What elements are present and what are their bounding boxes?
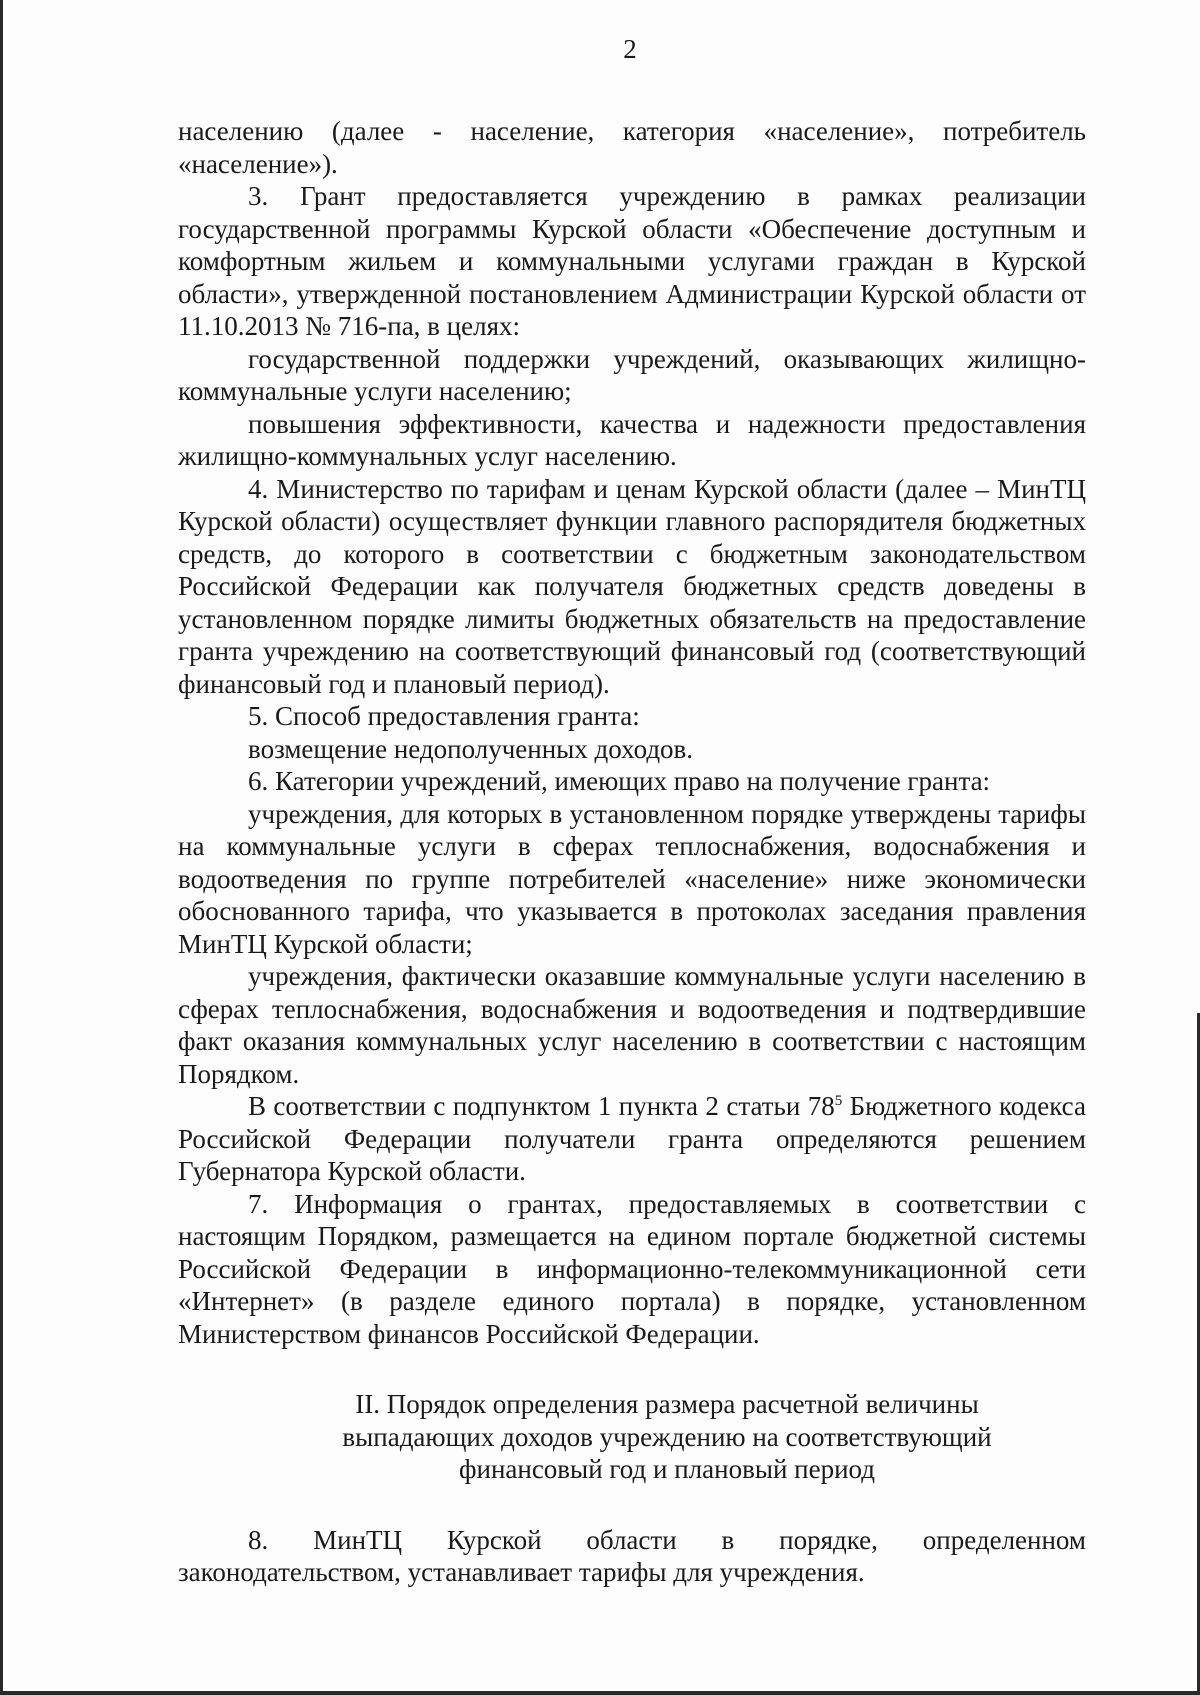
scan-edge-bottom (0, 1691, 1200, 1695)
paragraph-item-5: 5. Способ предоставления гранта: (248, 701, 640, 731)
budget-code-text-after: Бюджетного кодекса Российской Федерации получатели гранта определяются решением Губернатора Курской области. (178, 1091, 1086, 1186)
paragraph-method: возмещение недополученных доходов. (248, 733, 694, 764)
page-number: 2 (623, 34, 637, 64)
section-heading-line-2: выпадающих доходов учреждению на соответствующий (342, 1421, 992, 1452)
paragraph-category-services: учреждения, фактически оказавшие коммунальные услуги населению в сферах теплоснабжения, водоснабжения и водоотведения и подтвердившие факт оказания коммунальных услуг населению в соответствии с настоящим Порядком. (178, 961, 1086, 1089)
paragraph-budget-code (178, 1090, 1086, 1188)
paragraph-continuation: населению (далее - население, категория «население», потребитель «население»). (178, 116, 1086, 179)
paragraph-item-7: 7. Информация о грантах, предоставляемых в соответствии с настоящим Порядком, размещается на едином портале бюджетной системы Российской Федерации в информационно-телекоммуникационной сети «Интернет» (в разделе единого портала) в порядке, установленном Министерством финансов Российской Федерации. (178, 1188, 1086, 1349)
paragraph-category-tariffs: учреждения, для которых в установленном порядке утверждены тарифы на коммунальные услуги в сферах теплоснабжения, водоснабжения и водоотведения по группе потребителей «население» ниже экономически обоснованного тарифа, что указывается в протоколах заседания правления МинТЦ Курской области; (178, 798, 1086, 959)
section-heading (178, 1388, 1086, 1486)
paragraph-goal-support: государственной поддержки учреждений, оказывающих жилищно-коммунальные услуги населению; (178, 343, 1086, 406)
paragraph-item-3: 3. Грант предоставляется учреждению в рамках реализации государственной программы Курской области «Обеспечение доступным и комфортным жильем и коммунальными услугами граждан в Курской области», утвержденной постановлением Администрации Курской области от 11.10.2013 № 716-па, в целях: (178, 181, 1086, 341)
scan-edge-left (0, 0, 3, 1695)
section-heading-line-1: II. Порядок определения размера расчетной величины (355, 1389, 979, 1419)
paragraph-goal-efficiency: повышения эффективности, качества и надежности предоставления жилищно-коммунальных услуг населению. (178, 408, 1086, 471)
budget-code-text-before: В соответствии с подпунктом 1 пункта 2 статьи 78 (248, 1091, 835, 1121)
paragraph-item-8: 8. МинТЦ Курской области в порядке, определенном законодательством, устанавливает тарифы для учреждения. (178, 1524, 1086, 1587)
document-body (178, 115, 1086, 1589)
section-heading-line-3: финансовый год и плановый период (459, 1454, 875, 1484)
paragraph-item-6: 6. Категории учреждений, имеющих право на получение гранта: (248, 766, 991, 796)
article-superscript: 5 (834, 1093, 843, 1109)
paragraph-item-4: 4. Министерство по тарифам и ценам Курской области (далее – МинТЦ Курской области) осуществляет функции главного распорядителя бюджетных средств, до которого в соответствии с бюджетным законодательством Российской Федерации как получателя бюджетных средств доведены в установленном порядке лимиты бюджетных обязательств на предоставление гранта учреждению на соответствующий финансовый год (соответствующий финансовый год и плановый период). (178, 473, 1086, 699)
